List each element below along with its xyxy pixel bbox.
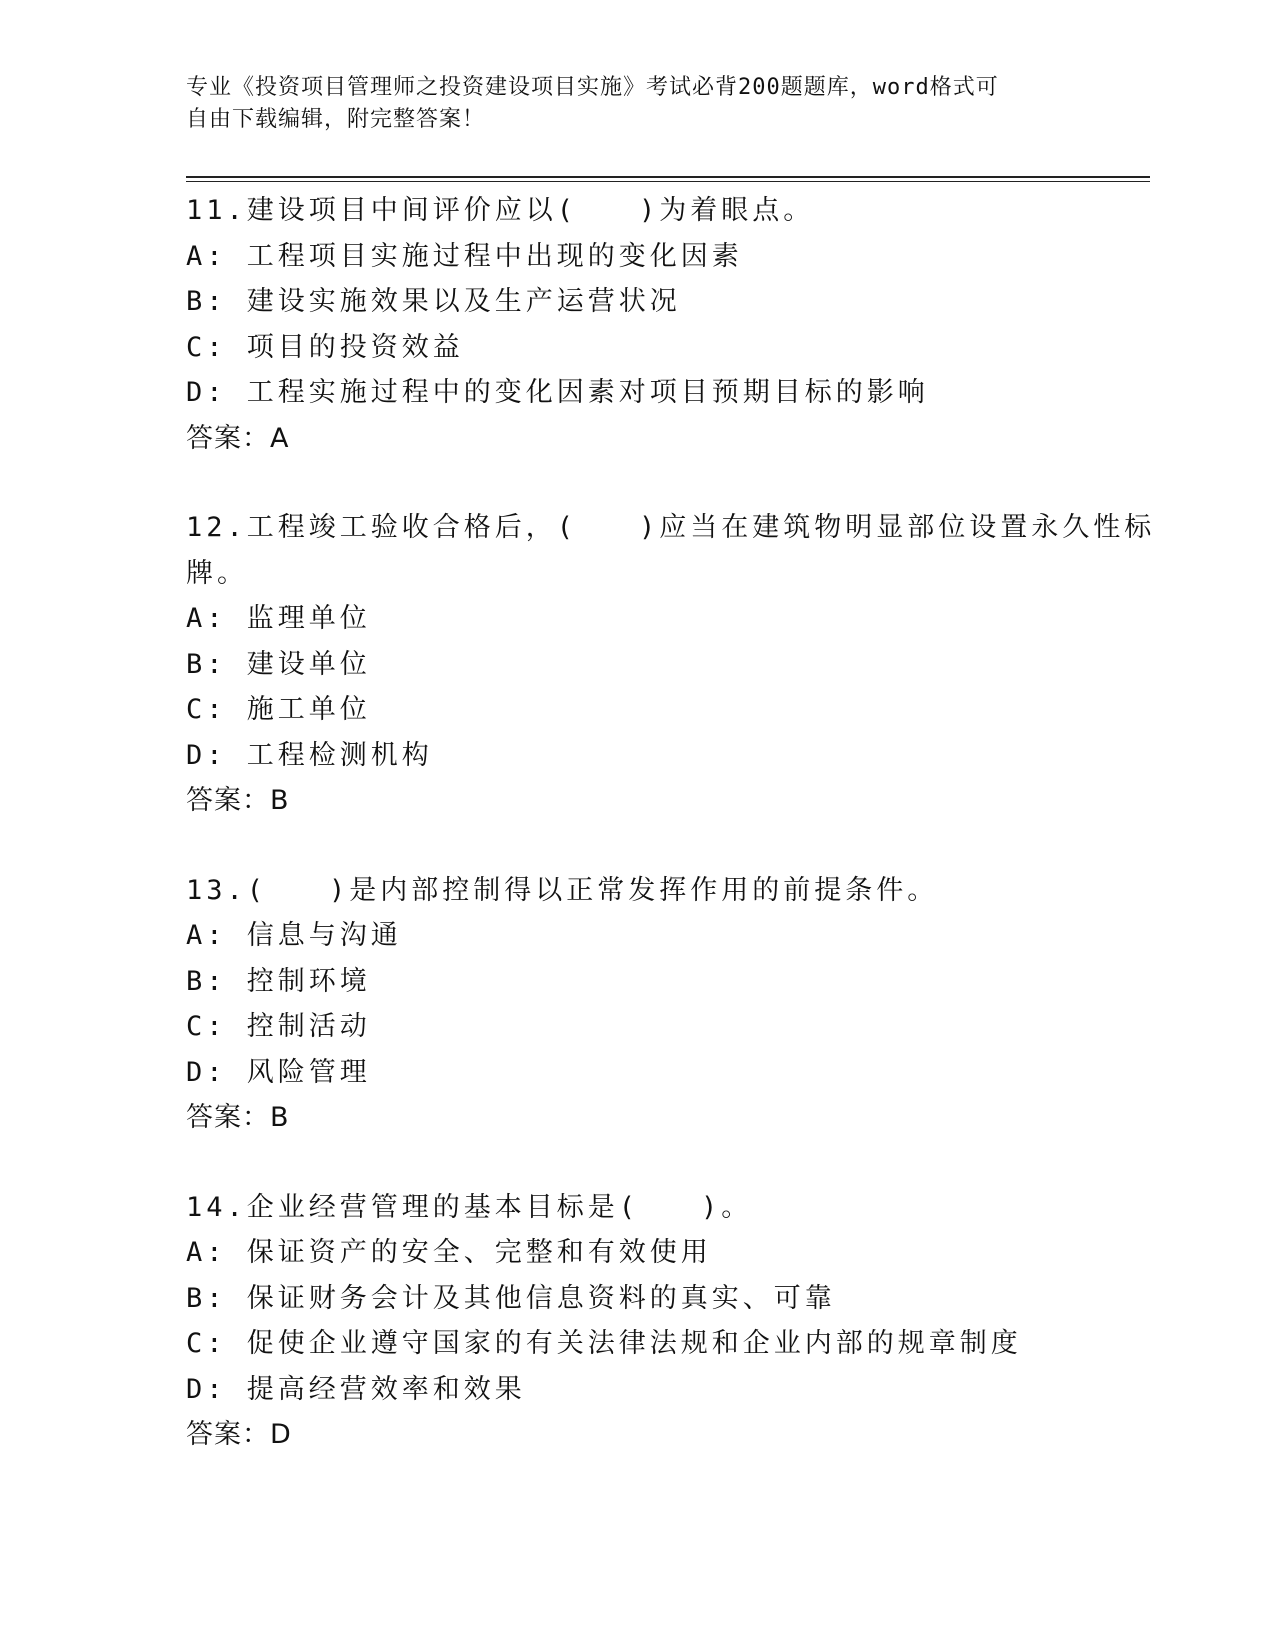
option-b: B: 保证财务会计及其他信息资料的真实、可靠 xyxy=(186,1282,836,1314)
option-a: A: 信息与沟通 xyxy=(186,920,402,951)
option-c: C: 项目的投资效益 xyxy=(186,331,464,363)
answer-line: 答案：B xyxy=(186,1102,290,1133)
question-list xyxy=(186,188,1156,1502)
header-divider-thin xyxy=(186,181,1150,182)
option-d: D: 工程实施过程中的变化因素对项目预期目标的影响 xyxy=(186,377,929,408)
question-13 xyxy=(186,868,1086,1141)
option-b: B: 控制环境 xyxy=(186,965,371,997)
option-a: A: 监理单位 xyxy=(186,603,371,634)
question-stem: 11.建设项目中间评价应以( )为着眼点。 xyxy=(186,195,815,226)
option-d: D: 风险管理 xyxy=(186,1056,371,1088)
question-stem-continued: 牌。 xyxy=(186,557,248,589)
question-11 xyxy=(186,188,1086,461)
answer-line: 答案：B xyxy=(186,785,290,816)
option-b: B: 建设单位 xyxy=(186,648,371,680)
option-c: C: 控制活动 xyxy=(186,1011,371,1042)
document-header xyxy=(186,72,1066,136)
question-14 xyxy=(186,1185,1086,1458)
option-a: A: 工程项目实施过程中出现的变化因素 xyxy=(186,240,743,272)
answer-line: 答案：D xyxy=(186,1419,292,1450)
option-d: D: 提高经营效率和效果 xyxy=(186,1373,526,1405)
header-divider-thick xyxy=(186,176,1150,178)
header-line-2: 自由下载编辑，附完整答案！ xyxy=(186,107,486,132)
option-d: D: 工程检测机构 xyxy=(186,739,433,771)
option-a: A: 保证资产的安全、完整和有效使用 xyxy=(186,1237,712,1268)
option-c: C: 促使企业遵守国家的有关法律法规和企业内部的规章制度 xyxy=(186,1328,1022,1359)
question-stem: 12.工程竣工验收合格后，( )应当在建筑物明显部位设置永久性标 xyxy=(186,512,1156,543)
answer-line: 答案：A xyxy=(186,422,290,454)
question-stem: 14.企业经营管理的基本目标是( )。 xyxy=(186,1191,753,1223)
option-b: B: 建设实施效果以及生产运营状况 xyxy=(186,286,681,317)
question-12 xyxy=(186,505,1156,824)
option-c: C: 施工单位 xyxy=(186,694,371,725)
header-line-1: 专业《投资项目管理师之投资建设项目实施》考试必背200题题库，word格式可 xyxy=(186,75,999,100)
question-stem: 13.( )是内部控制得以正常发挥作用的前提条件。 xyxy=(186,874,939,906)
